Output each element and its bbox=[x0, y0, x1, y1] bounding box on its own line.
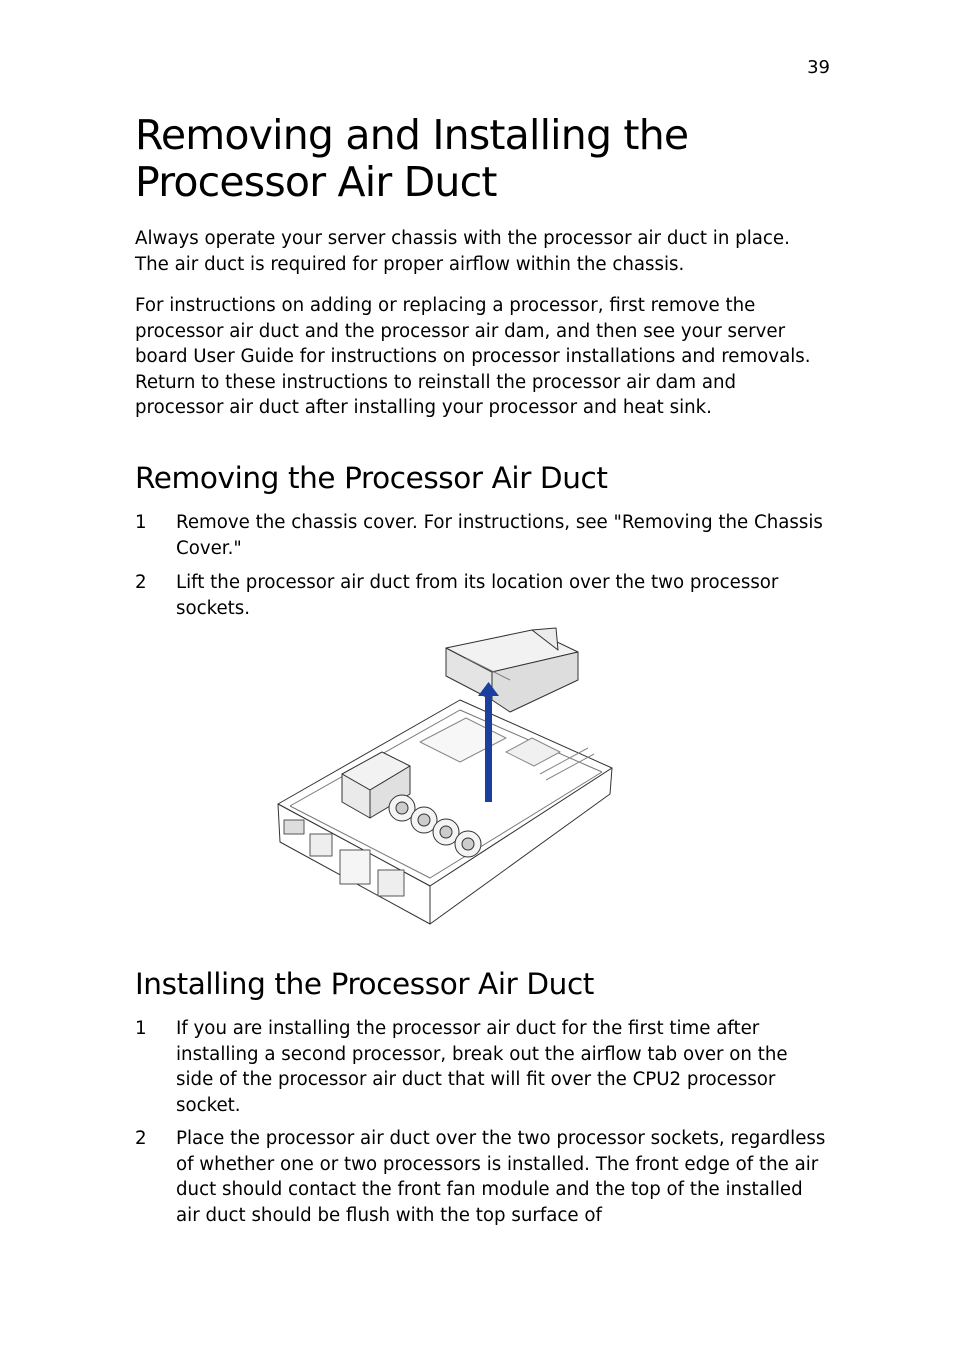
step-text: Place the processor air duct over the two processor sockets, regardless of whether one or two processors is installed. The front edge of the air duct should contact the front fan module and the top of the installed air duct should be flush with the top surface of bbox=[176, 1128, 826, 1226]
page-title: Removing and Installing the Processor Air Duct bbox=[135, 111, 689, 206]
intro-paragraph-1: Always operate your server chassis with the processor air duct in place. The air duct is required for proper airflow within the chassis. bbox=[135, 228, 790, 275]
step-text: If you are installing the processor air duct for the first time after installing a second processor, break out the airflow tab over on the side of the processor air duct that will fit over the CPU2 processor socket. bbox=[176, 1018, 788, 1116]
processor-air-duct bbox=[446, 628, 578, 712]
step-number: 1 bbox=[135, 1018, 147, 1039]
step-number: 1 bbox=[135, 512, 147, 533]
section-heading-removing: Removing the Processor Air Duct bbox=[135, 461, 608, 495]
step-text: Remove the chassis cover. For instructions, see "Removing the Chassis Cover." bbox=[176, 512, 823, 559]
section-heading-installing: Installing the Processor Air Duct bbox=[135, 967, 594, 1001]
step-number: 2 bbox=[135, 572, 147, 593]
step-number: 2 bbox=[135, 1128, 147, 1149]
step-text: Lift the processor air duct from its location over the two processor sockets. bbox=[176, 572, 779, 619]
chassis-air-duct-drawing bbox=[270, 624, 620, 929]
air-duct-removal-illustration bbox=[270, 624, 620, 929]
intro-paragraph-2: For instructions on adding or replacing a processor, first remove the processor air duct and the processor air dam, and then see your server board User Guide for instructions on processor installations and removals. Return to these instructions to reinstall the processor air dam and processor air duct after installing your processor and heat sink. bbox=[135, 295, 811, 418]
page-number: 39 bbox=[807, 57, 830, 78]
